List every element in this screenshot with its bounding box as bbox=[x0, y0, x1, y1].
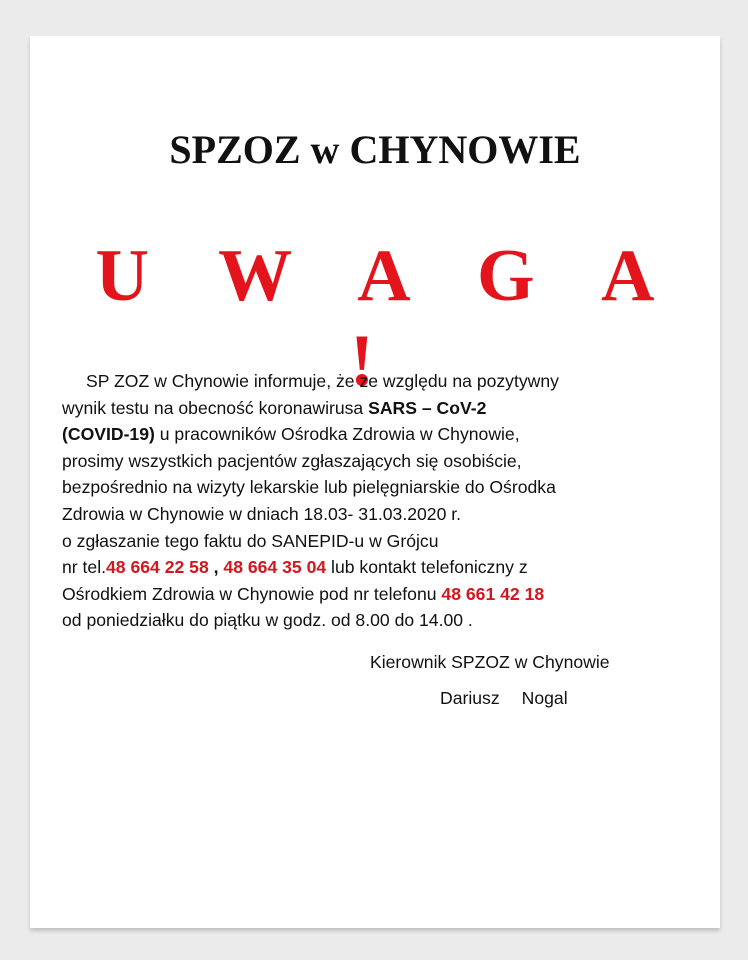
body-text: nr tel. bbox=[62, 557, 107, 578]
phone-separator: , bbox=[208, 557, 224, 578]
disease-name: (COVID-19) bbox=[62, 424, 155, 445]
phone-number-sanepid-1: 48 664 22 58 bbox=[106, 557, 209, 578]
body-text: Ośrodkiem Zdrowia w Chynowie pod nr telefonu bbox=[62, 583, 442, 604]
body-line bbox=[62, 581, 682, 608]
body-line bbox=[62, 554, 682, 581]
body-line bbox=[62, 421, 682, 448]
signature-last-name: Nogal bbox=[521, 688, 568, 708]
body-text: od poniedziałku do piątku w godz. od 8.00 do 14.00 . bbox=[62, 610, 473, 631]
body-text: prosimy wszystkich pacjentów zgłaszających się osobiście, bbox=[62, 450, 522, 471]
signature-name bbox=[440, 688, 568, 709]
phone-number-clinic: 48 661 42 18 bbox=[441, 583, 545, 604]
signature-role: Kierownik SPZOZ w Chynowie bbox=[370, 652, 610, 672]
body-line bbox=[62, 395, 682, 422]
body-line bbox=[62, 501, 682, 528]
body-text: Zdrowia w Chynowie w dniach 18.03- 31.03.2020 r. bbox=[62, 503, 462, 524]
virus-name: SARS – CoV-2 bbox=[368, 397, 487, 418]
body-text: o zgłaszanie tego faktu do SANEPID-u w Grójcu bbox=[62, 530, 439, 551]
body-text: u pracowników Ośrodka Zdrowia w Chynowie, bbox=[154, 424, 520, 445]
body-line bbox=[62, 474, 682, 501]
body-line bbox=[62, 448, 682, 475]
notice-body bbox=[62, 368, 682, 634]
body-text: lub kontakt telefoniczny z bbox=[326, 557, 528, 578]
body-line bbox=[62, 368, 682, 395]
warning-heading: U W A G A ! bbox=[95, 235, 681, 402]
notice-title: SPZOZ w CHYNOWIE bbox=[169, 127, 581, 172]
body-line bbox=[62, 528, 682, 555]
body-text: wynik testu na obecność koronawirusa bbox=[62, 397, 369, 418]
body-text: SP ZOZ w Chynowie informuje, że ze względu na pozytywny bbox=[86, 371, 559, 391]
phone-number-sanepid-2: 48 664 35 04 bbox=[223, 557, 327, 578]
signature-first-name: Dariusz bbox=[440, 688, 500, 708]
body-line bbox=[62, 607, 682, 634]
notice-page bbox=[30, 36, 720, 928]
body-text: bezpośrednio na wizyty lekarskie lub pielęgniarskie do Ośrodka bbox=[62, 477, 556, 498]
